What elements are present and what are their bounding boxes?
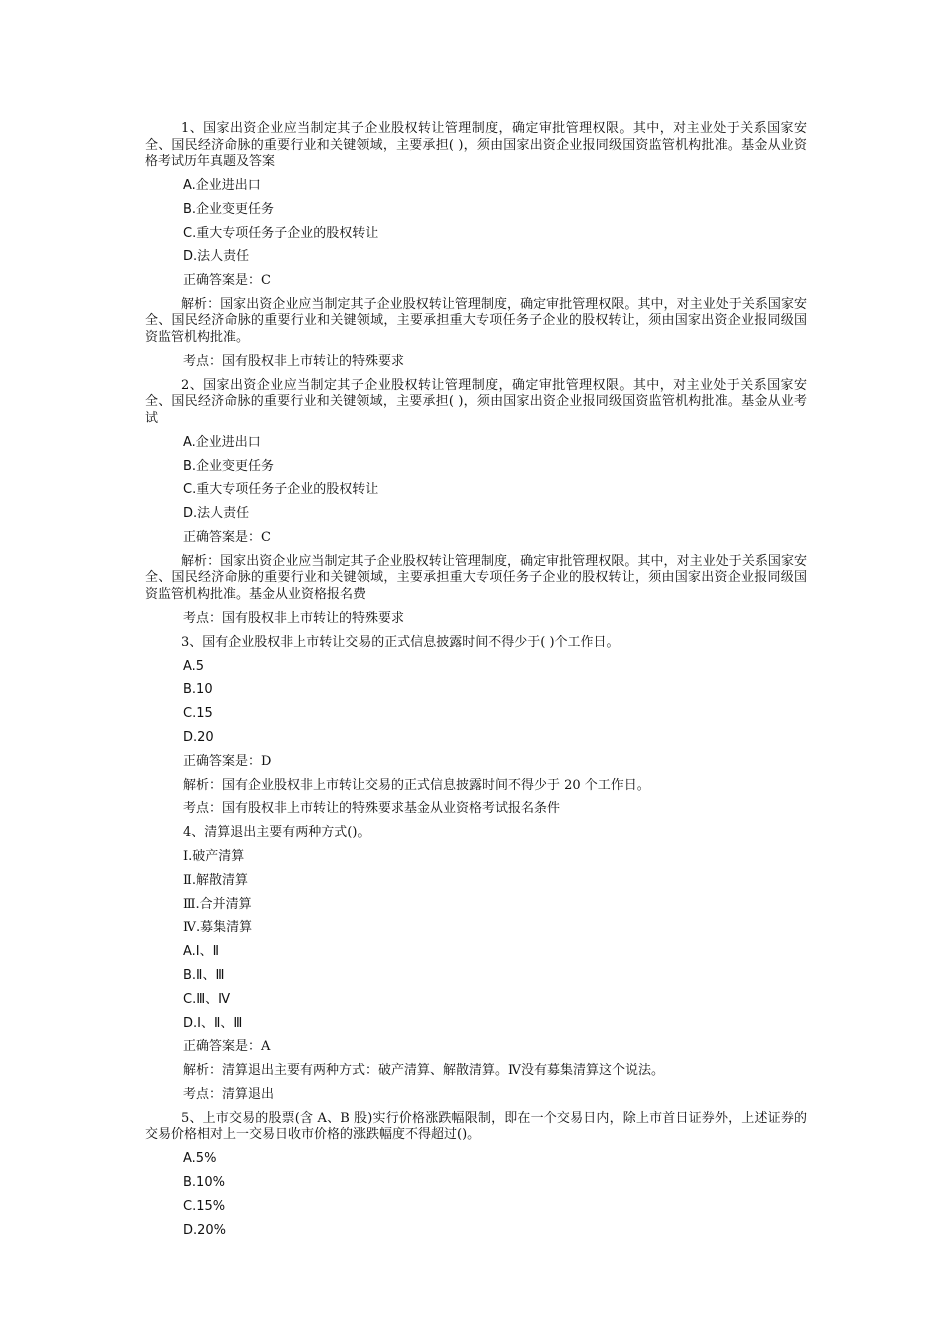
q5-option-d: D.20% (183, 1222, 227, 1238)
q3-point: 考点：国有股权非上市转让的特殊要求基金从业资格考试报名条件 (183, 801, 561, 817)
document-page (145, 121, 807, 1246)
q4-item-2: Ⅱ.解散清算 (183, 872, 248, 888)
q4-option-b: B.Ⅱ、Ⅲ (183, 967, 225, 983)
q4-option-d: D.Ⅰ、Ⅱ、Ⅲ (183, 1015, 243, 1031)
question-3-stem: 3、国有企业股权非上市转让交易的正式信息披露时间不得少于( )个工作日。 (181, 634, 620, 650)
q3-option-c: C.15 (183, 706, 213, 722)
q2-analysis: 解析：国家出资企业应当制定其子企业股权转让管理制度，确定审批管理权限。其中，对主业处于关系国家安全、国民经济命脉的重要行业和关键领域，主要承担重大专项任务子企业的股权转让，须由国家出资企业报同级国资监管机构批准。基金从业资格报名费 (145, 553, 807, 602)
q5-option-a: A.5% (183, 1151, 217, 1167)
question-2-stem: 2、国家出资企业应当制定其子企业股权转让管理制度，确定审批管理权限。其中，对主业处于关系国家安全、国民经济命脉的重要行业和关键领域，主要承担( )，须由国家出资企业报同级国资监管机构批准。基金从业考试 (145, 377, 807, 426)
q5-option-b: B.10% (183, 1175, 225, 1190)
q3-analysis: 解析：国有企业股权非上市转让交易的正式信息披露时间不得少于 20 个工作日。 (183, 777, 650, 793)
q2-option-d: D.法人责任 (183, 506, 250, 522)
q3-answer: 正确答案是：D (183, 753, 272, 769)
q1-option-c: C.重大专项任务子企业的股权转让 (183, 225, 379, 241)
q4-answer: 正确答案是：A (183, 1039, 271, 1055)
q4-item-4: Ⅳ.募集清算 (183, 920, 253, 936)
q4-analysis: 解析：清算退出主要有两种方式：破产清算、解散清算。Ⅳ没有募集清算这个说法。 (183, 1063, 664, 1079)
q4-option-a: A.Ⅰ、Ⅱ (183, 944, 220, 960)
q4-item-1: Ⅰ.破产清算 (183, 848, 245, 864)
q4-point: 考点：清算退出 (183, 1086, 275, 1102)
q4-option-c: C.Ⅲ、Ⅳ (183, 991, 231, 1007)
q4-item-3: Ⅲ.合并清算 (183, 896, 252, 912)
q5-option-c: C.15% (183, 1198, 226, 1214)
question-5-stem: 5、上市交易的股票(含 A、B 股)实行价格涨跌幅限制，即在一个交易日内，除上市首日证券外，上述证券的交易价格相对上一交易日收市价格的涨跌幅度不得超过()。 (145, 1110, 807, 1143)
q2-answer: 正确答案是：C (183, 529, 271, 545)
q1-option-d: D.法人责任 (183, 249, 250, 265)
q2-option-a: A.企业进出口 (183, 434, 261, 450)
q1-analysis: 解析：国家出资企业应当制定其子企业股权转让管理制度，确定审批管理权限。其中，对主业处于关系国家安全、国民经济命脉的重要行业和关键领域，主要承担重大专项任务子企业的股权转让，须由国家出资企业报同级国资监管机构批准。 (145, 296, 807, 345)
q1-point: 考点：国有股权非上市转让的特殊要求 (183, 353, 405, 369)
q2-option-b: B.企业变更任务 (183, 458, 275, 474)
q1-answer: 正确答案是：C (183, 273, 271, 289)
q2-option-c: C.重大专项任务子企业的股权转让 (183, 482, 379, 498)
q3-option-d: D.20 (183, 729, 214, 745)
q3-option-b: B.10 (183, 682, 213, 698)
q3-option-a: A.5 (183, 658, 205, 674)
question-4-stem: 4、清算退出主要有两种方式()。 (183, 825, 371, 841)
question-1-stem: 1、国家出资企业应当制定其子企业股权转让管理制度，确定审批管理权限。其中，对主业处于关系国家安全、国民经济命脉的重要行业和关键领域，主要承担( )，须由国家出资企业报同级国资监管机构批准。基金从业资格考试历年真题及答案 (145, 121, 807, 169)
q1-option-b: B.企业变更任务 (183, 201, 275, 217)
q2-point: 考点：国有股权非上市转让的特殊要求 (183, 610, 405, 626)
q1-option-a: A.企业进出口 (183, 178, 261, 193)
